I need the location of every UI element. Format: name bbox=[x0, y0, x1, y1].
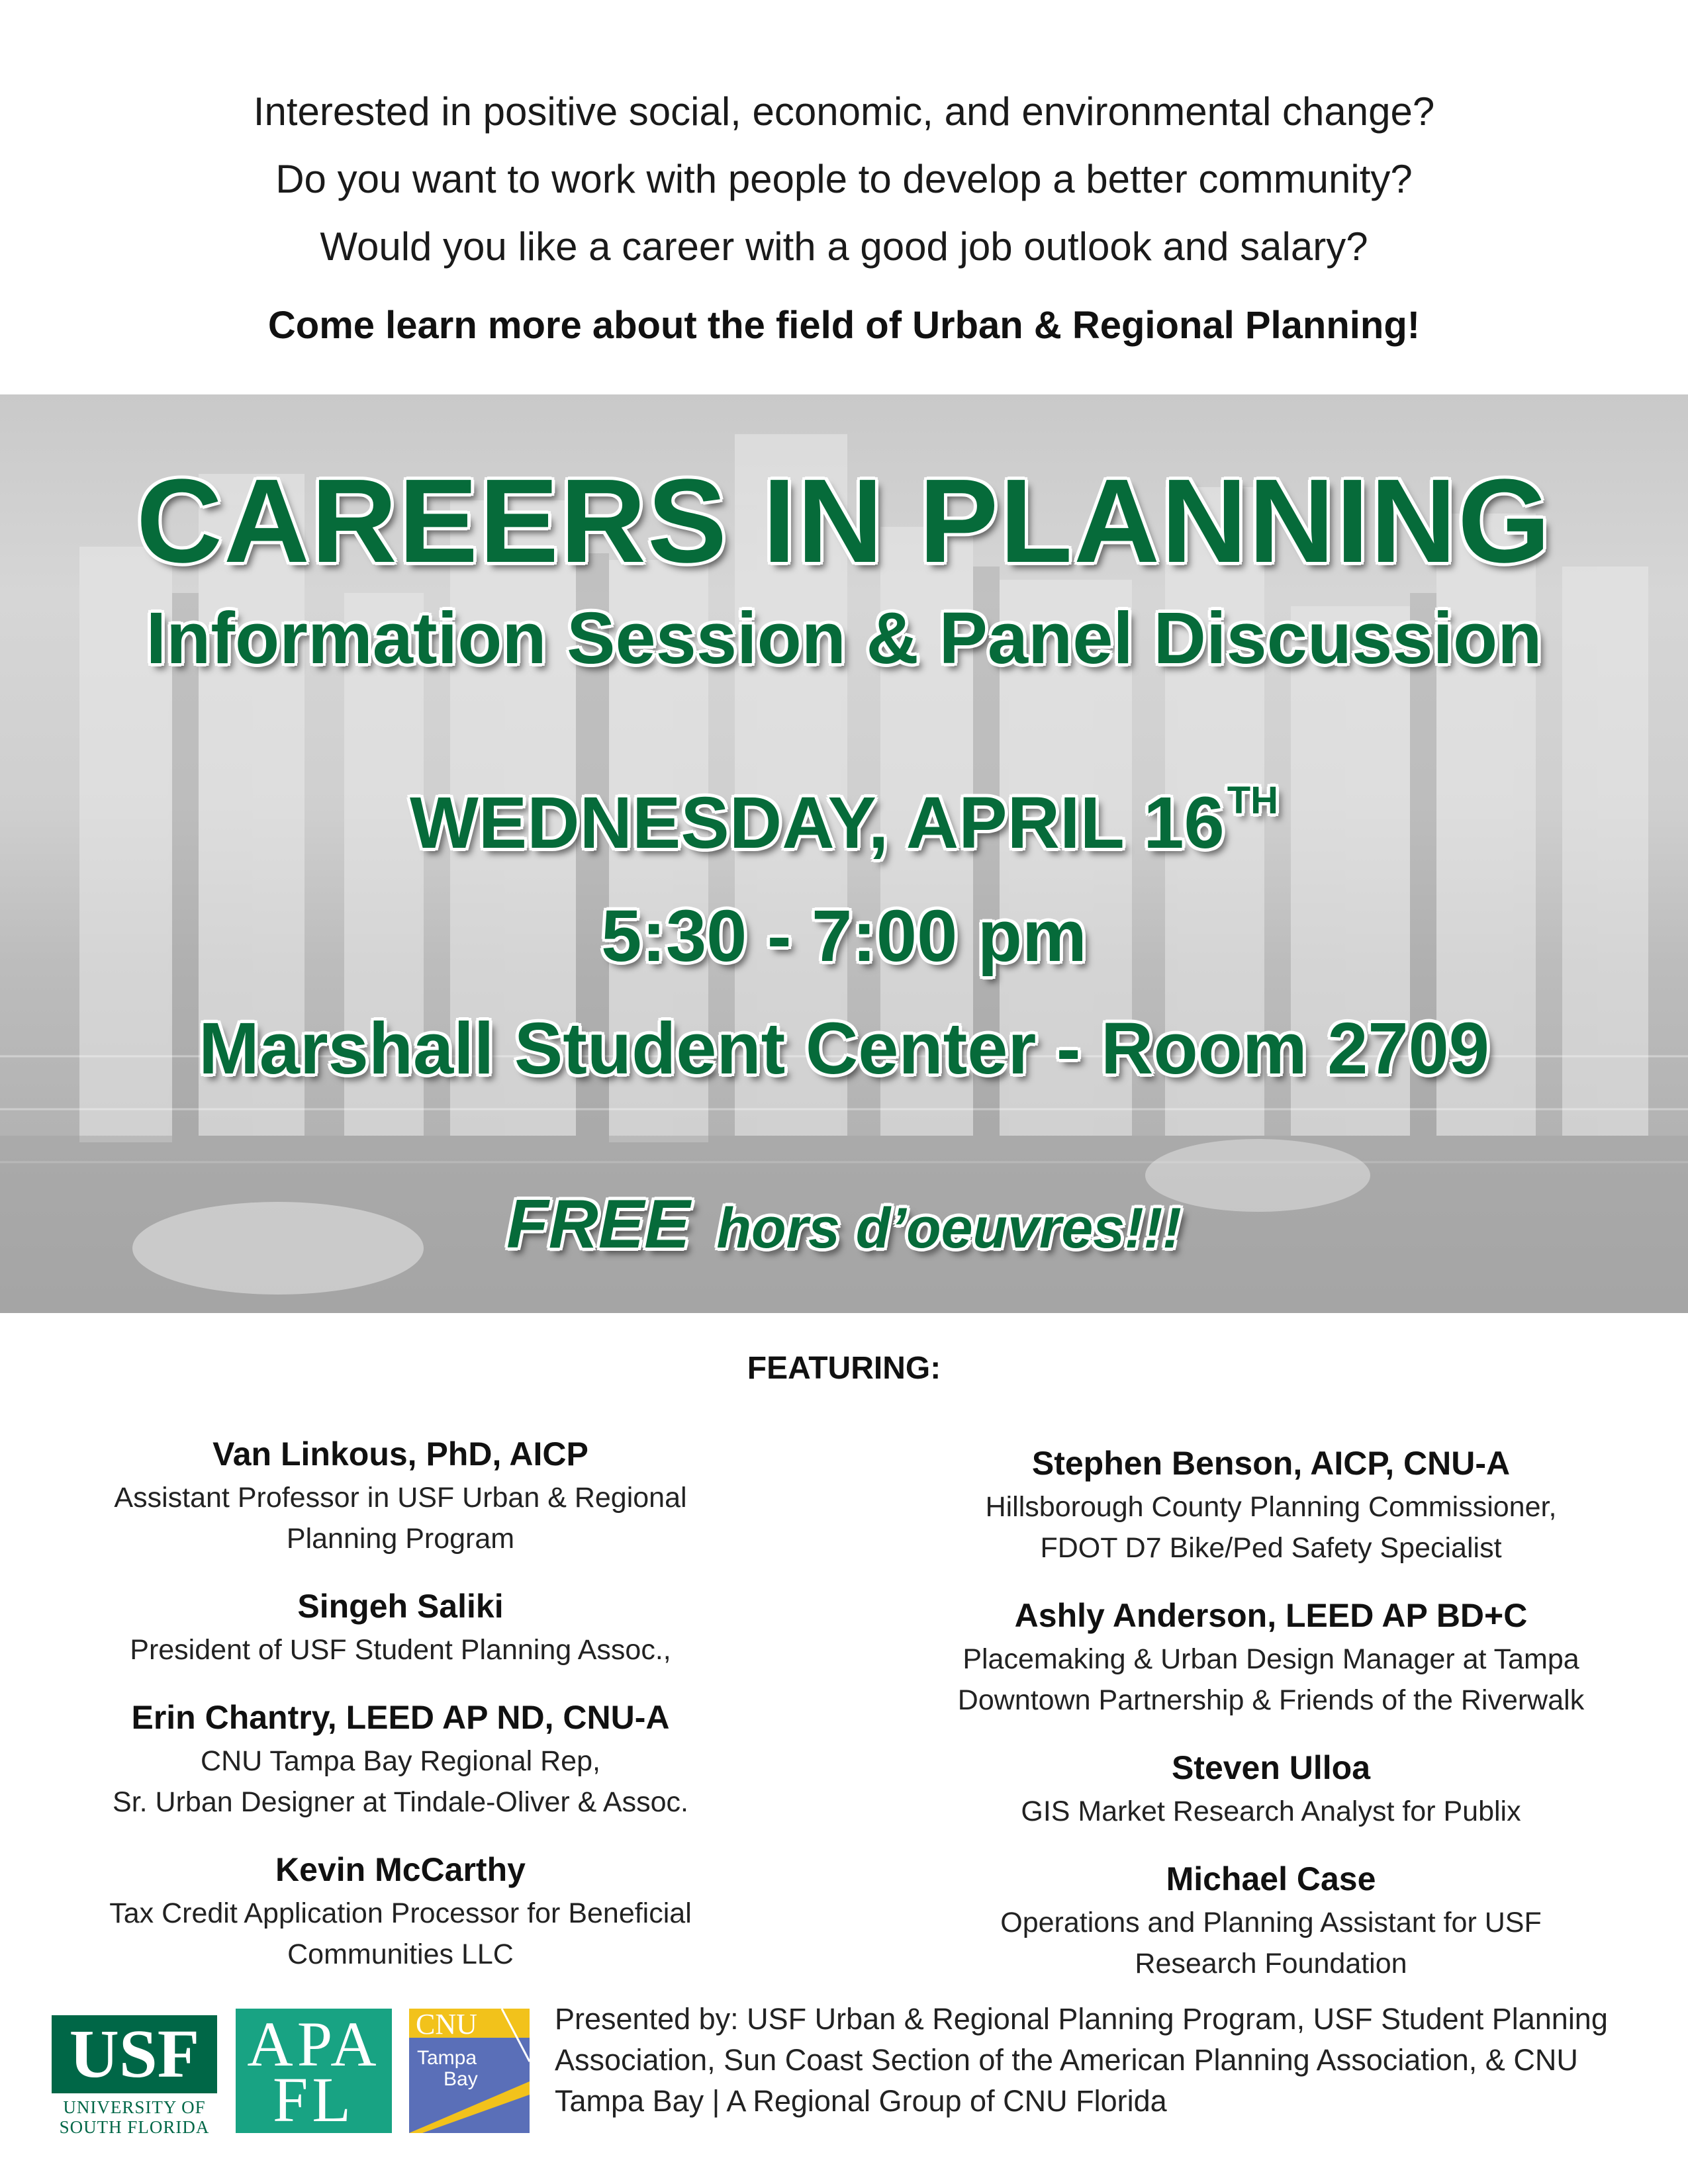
speaker-role: CNU Tampa Bay Regional Rep, Sr. Urban Designer at Tindale-Oliver & Assoc. bbox=[113, 1745, 688, 1818]
event-time: 5:30 - 7:00 pm bbox=[601, 895, 1087, 977]
speaker-name: Erin Chantry, LEED AP ND, CNU-A bbox=[131, 1699, 670, 1736]
speaker-role: Hillsborough County Planning Commissioner, FDOT D7 Bike/Ped Safety Specialist bbox=[985, 1491, 1557, 1564]
cnu-logo-line-2: Tampa bbox=[417, 2047, 477, 2069]
speaker bbox=[894, 1592, 1648, 1721]
intro-section bbox=[0, 78, 1688, 347]
usf-logo-line-2: SOUTH FLORIDA bbox=[59, 2117, 210, 2137]
featuring-heading: FEATURING: bbox=[747, 1351, 941, 1386]
intro-question-3: Would you like a career with a good job outlook and salary? bbox=[320, 224, 1368, 269]
event-subtitle: Information Session & Panel Discussion bbox=[146, 598, 1542, 679]
speaker-role: Assistant Professor in USF Urban & Regional Planning Program bbox=[114, 1482, 687, 1555]
event-banner bbox=[0, 394, 1688, 1313]
speaker-name: Ashly Anderson, LEED AP BD+C bbox=[1014, 1597, 1528, 1634]
usf-logo bbox=[52, 2009, 217, 2137]
free-food-text: hors d’oeuvres!!! bbox=[716, 1197, 1182, 1260]
speaker-name: Michael Case bbox=[1166, 1860, 1376, 1897]
cnu-logo-line-1: CNU bbox=[416, 2009, 477, 2040]
speaker bbox=[894, 1440, 1648, 1569]
intro-question-1: Interested in positive social, economic, and environmental change? bbox=[253, 89, 1435, 134]
speaker-role: Placemaking & Urban Design Manager at Tampa Downtown Partnership & Friends of the Riverwalk bbox=[957, 1643, 1585, 1716]
usf-logo-line-1: UNIVERSITY OF bbox=[63, 2097, 206, 2117]
cnu-tampa-bay-logo bbox=[409, 2009, 530, 2133]
speakers-right-column bbox=[894, 1440, 1648, 2008]
speaker-name: Steven Ulloa bbox=[1171, 1749, 1371, 1786]
speaker bbox=[23, 1694, 778, 1823]
speaker bbox=[894, 1745, 1648, 1832]
speaker-name: Van Linkous, PhD, AICP bbox=[212, 1435, 588, 1473]
speaker-name: Stephen Benson, AICP, CNU-A bbox=[1031, 1445, 1511, 1482]
speaker-name: Singeh Saliki bbox=[297, 1588, 504, 1625]
speaker bbox=[894, 1856, 1648, 1984]
event-date-suffix: TH bbox=[1227, 779, 1279, 822]
speaker-role: Operations and Planning Assistant for USF Research Foundation bbox=[1000, 1907, 1542, 1979]
speaker bbox=[23, 1583, 778, 1670]
intro-call-to-action: Come learn more about the field of Urban & Regional Planning! bbox=[267, 304, 1421, 347]
speaker bbox=[23, 1846, 778, 1975]
speaker-name: Kevin McCarthy bbox=[275, 1851, 526, 1888]
event-location: Marshall Student Center - Room 2709 bbox=[199, 1008, 1489, 1089]
speakers-left-column bbox=[23, 1431, 778, 1999]
event-date-text: WEDNESDAY, APRIL 16 bbox=[409, 782, 1225, 864]
free-word: FREE bbox=[506, 1186, 690, 1263]
apa-logo-line-2: FL bbox=[272, 2064, 355, 2135]
speaker-role: Tax Credit Application Processor for Beneficial Communities LLC bbox=[109, 1897, 692, 1970]
event-date bbox=[0, 778, 1688, 865]
speaker-role: President of USF Student Planning Assoc., bbox=[130, 1634, 671, 1666]
speaker bbox=[23, 1431, 778, 1559]
free-food-note bbox=[0, 1185, 1688, 1264]
intro-question-2: Do you want to work with people to develop a better community? bbox=[275, 157, 1413, 201]
apa-logo-line-1: APA bbox=[247, 2009, 381, 2079]
presented-by-text: Presented by: USF Urban & Regional Planning Program, USF Student Planning Association, Sun Coast Section of the American Planning Association, & CNU Tampa Bay | A Regional Group of CNU Florida bbox=[555, 2002, 1608, 2118]
cnu-logo-line-3: Bay bbox=[444, 2068, 478, 2090]
event-title: CAREERS IN PLANNING bbox=[136, 455, 1552, 588]
usf-logo-mark: USF bbox=[52, 2015, 217, 2093]
speaker-role: GIS Market Research Analyst for Publix bbox=[1021, 1796, 1521, 1827]
apa-fl-logo bbox=[236, 2009, 392, 2133]
